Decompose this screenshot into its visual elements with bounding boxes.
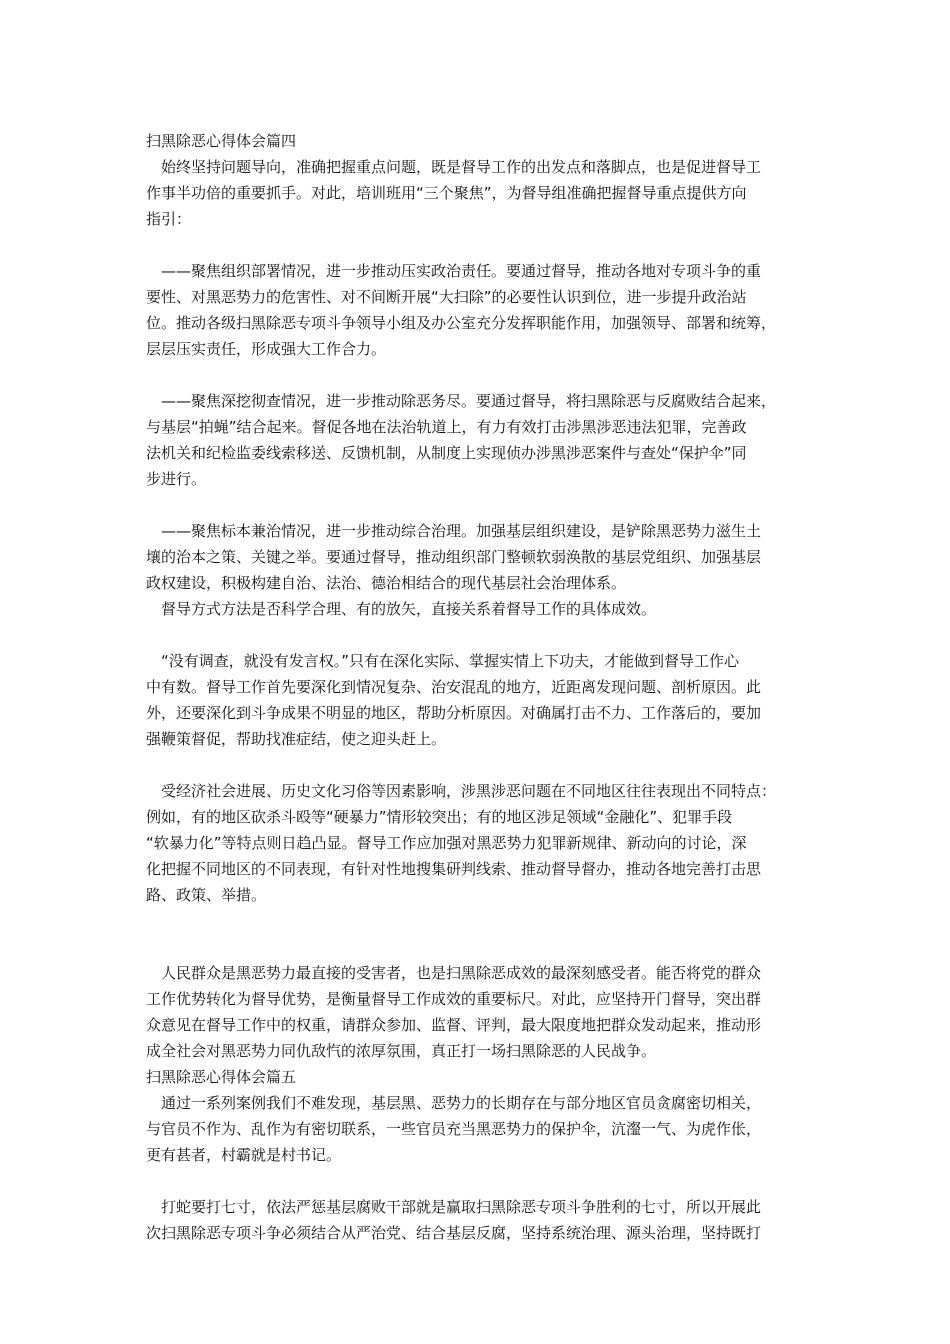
text-line: 打蛇要打七寸，依法严惩基层腐败干部就是赢取扫黑除恶专项斗争胜利的七寸，所以开展此 [146, 1198, 762, 1216]
text-line: 路、政策、举措。 [146, 886, 267, 904]
text-line: ——聚焦组织部署情况，进一步推动压实政治责任。要通过督导，推动各地对专项斗争的重 [146, 262, 762, 280]
blank-line [146, 908, 810, 960]
text-line: 法机关和纪检监委线索移送、反馈机制，从制度上实现侦办涉黑涉恶案件与查处“保护伞”同 [146, 444, 747, 462]
text-line: 层层压实责任，形成强大工作合力。 [146, 340, 387, 358]
section-heading: 扫黑除恶心得体会篇五 [146, 1068, 297, 1086]
section-heading: 扫黑除恶心得体会篇四 [146, 132, 297, 150]
paragraph [146, 154, 810, 232]
paragraph [146, 778, 810, 908]
text-line: 始终坚持问题导向，准确把握重点问题，既是督导工作的出发点和落脚点，也是促进督导工 [146, 158, 762, 176]
text-line: 众意见在督导工作中的权重，请群众参加、监督、评判，最大限度地把群众发动起来，推动形 [146, 1016, 762, 1034]
blank-line [146, 362, 810, 388]
text-line: 督导方式方法是否科学合理、有的放矢，直接关系着督导工作的具体成效。 [146, 600, 657, 618]
text-line: 例如，有的地区砍杀斗殴等“硬暴力”情形较突出；有的地区涉足领域“金融化”、犯罪手段 [146, 808, 733, 826]
text-line: “没有调查，就没有发言权。”只有在深化实际、掌握实情上下功夫，才能做到督导工作心 [146, 652, 740, 670]
paragraph [146, 258, 810, 362]
text-line: 更有甚者，村霸就是村书记。 [146, 1146, 342, 1164]
text-line: 要性、对黑恶势力的危害性、对不间断开展“大扫除”的必要性认识到位，进一步提升政治站 [146, 288, 747, 306]
text-line: 步进行。 [146, 470, 207, 488]
text-line: 人民群众是黑恶势力最直接的受害者，也是扫黑除恶成效的最深刻感受者。能否将党的群众 [146, 964, 762, 982]
text-line: 次扫黑除恶专项斗争必须结合从严治党、结合基层反腐，坚持系统治理、源头治理，坚持既打 [146, 1224, 762, 1242]
text-line: 作事半功倍的重要抓手。对此，培训班用“三个聚焦”，为督导组准确把握督导重点提供方向 [146, 184, 747, 202]
text-line: 指引： [146, 210, 192, 228]
text-line: 化把握不同地区的不同表现，有针对性地搜集研判线索、推动督导督办，推动各地完善打击思 [146, 860, 762, 878]
document-page [146, 128, 810, 1246]
text-line: 通过一系列案例我们不难发现，基层黑、恶势力的长期存在与部分地区官员贪腐密切相关， [146, 1094, 762, 1112]
text-line: 外，还要深化到斗争成果不明显的地区，帮助分析原因。对确属打击不力、工作落后的，要加 [146, 704, 762, 722]
paragraph [146, 518, 810, 596]
blank-line [146, 1168, 810, 1194]
blank-line [146, 232, 810, 258]
paragraph [146, 648, 810, 752]
text-line: 壤的治本之策、关键之举。要通过督导，推动组织部门整顿软弱涣散的基层党组织、加强基层 [146, 548, 762, 566]
text-line: 受经济社会进展、历史文化习俗等因素影响，涉黑涉恶问题在不同地区往往表现出不同特点： [146, 782, 777, 800]
paragraph [146, 960, 810, 1064]
blank-line [146, 752, 810, 778]
text-line: 工作优势转化为督导优势，是衡量督导工作成效的重要标尺。对此，应坚持开门督导，突出群 [146, 990, 762, 1008]
paragraph [146, 596, 810, 622]
paragraph [146, 1090, 810, 1168]
text-line: 与官员不作为、乱作为有密切联系，一些官员充当黑恶势力的保护伞，沆瀣一气、为虎作伥， [146, 1120, 762, 1138]
text-line: 政权建设，积极构建自治、法治、德治相结合的现代基层社会治理体系。 [146, 574, 627, 592]
text-line: ——聚焦深挖彻查情况，进一步推动除恶务尽。要通过督导，将扫黑除恶与反腐败结合起来， [146, 392, 777, 410]
text-line: 与基层“拍蝇”结合起来。督促各地在法治轨道上，有力有效打击涉黑涉恶违法犯罪，完善政 [146, 418, 747, 436]
text-line: 位。推动各级扫黑除恶专项斗争领导小组及办公室充分发挥职能作用，加强领导、部署和统筹， [146, 314, 777, 332]
blank-line [146, 492, 810, 518]
text-line: 强鞭策督促，帮助找准症结，使之迎头赶上。 [146, 730, 447, 748]
paragraph [146, 1194, 810, 1246]
text-line: 成全社会对黑恶势力同仇敌忾的浓厚氛围，真正打一场扫黑除恶的人民战争。 [146, 1042, 657, 1060]
text-line: “软暴力化”等特点则日趋凸显。督导工作应加强对黑恶势力犯罪新规律、新动向的讨论，深 [146, 834, 747, 852]
paragraph [146, 388, 810, 492]
text-line: 中有数。督导工作首先要深化到情况复杂、治安混乱的地方，近距离发现问题、剖析原因。此 [146, 678, 762, 696]
text-line: ——聚焦标本兼治情况，进一步推动综合治理。加强基层组织建设，是铲除黑恶势力滋生土 [146, 522, 762, 540]
blank-line [146, 622, 810, 648]
